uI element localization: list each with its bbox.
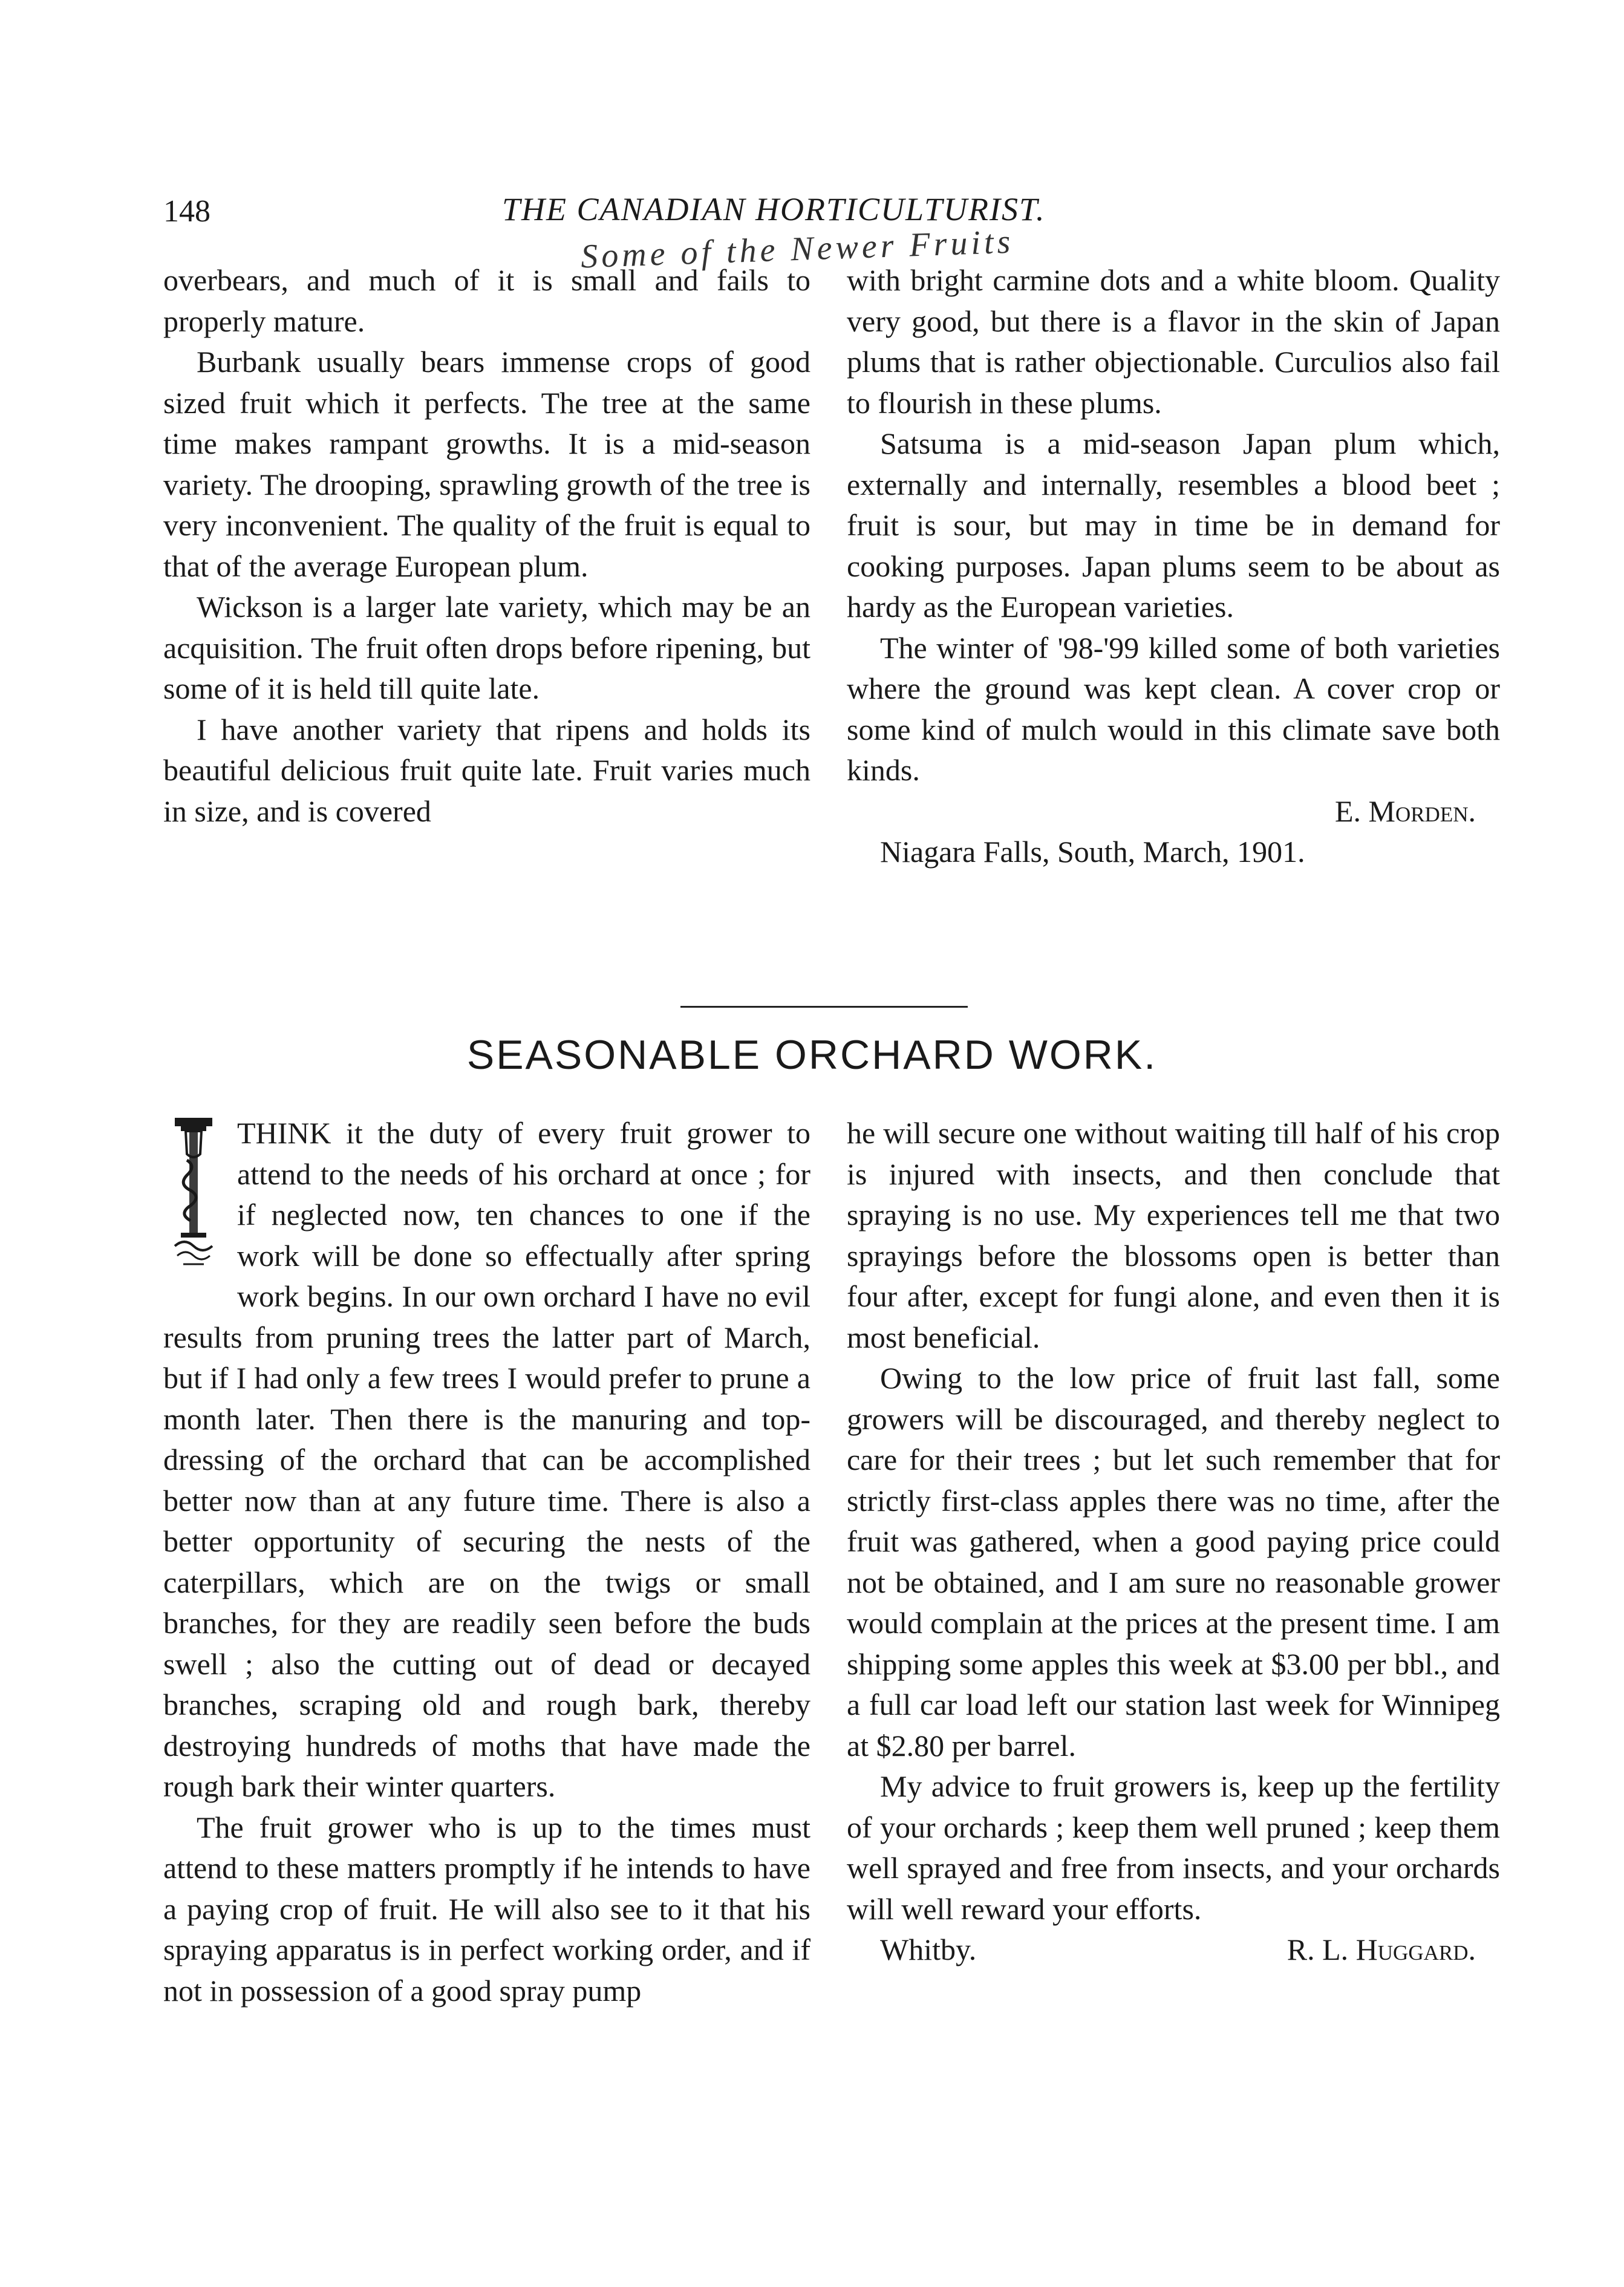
handwritten-annotation: Some of the Newer Fruits — [580, 223, 1015, 276]
opening-paragraph — [163, 1113, 810, 1807]
opening-text: THINK it the duty of every fruit grower to attend to the needs of his orchard at once ; for if neglected now, ten chances to one if the work will be done so effectually after spring work begins. In our own orchard I have no evil results from pruning trees the latter part of March, but if I had only a few trees I would prefer to prune a month later. Then there is the manuring and top-dressing of the orchard that can be accomplished better now than at any future time. There is also a better opportunity of securing the nests of the caterpillars, which are on the twigs or small branches, for they are readily seen before the buds swell ; also the cutting out of dead or decayed branches, scraping old and rough bark, thereby destroying hundreds of moths that have made the rough bark their winter quarters. — [163, 1116, 810, 1803]
paragraph: Wickson is a larger late variety, which may be an acquisition. The fruit often drops before ripening, but some of it is held till quite late. — [163, 590, 810, 705]
page-number: 148 — [163, 194, 210, 229]
paragraph: Burbank usually bears immense crops of good sized fruit which it perfects. The tree at the same time makes rampant growths. It is a mid-season variety. The drooping, sprawling growth of the tree is very inconvenient. The quality of the fruit is equal to that of the average European plum. — [163, 345, 810, 583]
paragraph: The winter of '98-'99 killed some of both varieties where the ground was kept clean. A cover crop or some kind of mulch would in this climate save both kinds. — [847, 630, 1500, 787]
signature-line — [847, 1930, 1500, 1971]
section-divider — [680, 1006, 968, 1008]
bottom-left-column — [163, 1113, 810, 2011]
author-signature: R. L. Huggard. — [1286, 1933, 1476, 1966]
paragraph: The fruit grower who is up to the times must attend to these matters promptly if he intends to have a paying crop of fruit. He will also see to it that his spraying apparatus is in perfect working order, and if not in possession of a good spray pump — [163, 1810, 810, 2008]
paragraph: Satsuma is a mid-season Japan plum which, externally and internally, resembles a blood beet ; fruit is sour, but may in time be in demand for cooking purposes. Japan plums seem to be about as hardy as the European varieties. — [847, 426, 1500, 624]
top-right-column — [847, 260, 1500, 873]
section-title: SEASONABLE ORCHARD WORK. — [466, 1032, 1158, 1078]
paragraph: My advice to fruit growers is, keep up the fertility of your orchards ; keep them well pruned ; keep them well sprayed and free from insects, and your orchards will well reward your efforts. — [847, 1769, 1500, 1926]
top-left-column — [163, 260, 810, 832]
paragraph: he will secure one without waiting till half of his crop is injured with insects, and then conclude that spraying is no use. My experiences tell me that two sprayings before the blossoms open is better than four after, except for fungi alone, and even then it is most beneficial. — [847, 1116, 1500, 1354]
paragraph: with bright carmine dots and a white bloom. Quality very good, but there is a flavor in the skin of Japan plums that is rather objectionable. Curculios also fail to flourish in these plums. — [847, 263, 1500, 420]
author-signature: E. Morden. — [1334, 794, 1476, 828]
place-date: Niagara Falls, South, March, 1901. — [880, 835, 1305, 869]
decorative-initial-icon — [163, 1118, 224, 1278]
place: Whitby. — [880, 1933, 977, 1966]
bottom-right-column — [847, 1113, 1500, 1971]
paragraph: Owing to the low price of fruit last fall, some growers will be discouraged, and thereby neglect to care for their trees ; but let such remember that for strictly first-class apples there was no time, after the fruit was gathered, when a good paying price could not be obtained, and I am sure no reasonable grower would complain at the prices at the present time. I am shipping some apples this week at $3.00 per bbl., and a full car load left our station last week for Winnipeg at $2.80 per barrel. — [847, 1361, 1500, 1763]
paragraph: overbears, and much of it is small and fails to properly mature. — [163, 263, 810, 338]
paragraph: I have another variety that ripens and holds its beautiful delicious fruit quite late. Fruit varies much in size, and is covered — [163, 712, 810, 828]
running-head: THE CANADIAN HORTICULTURIST. — [502, 191, 1046, 227]
